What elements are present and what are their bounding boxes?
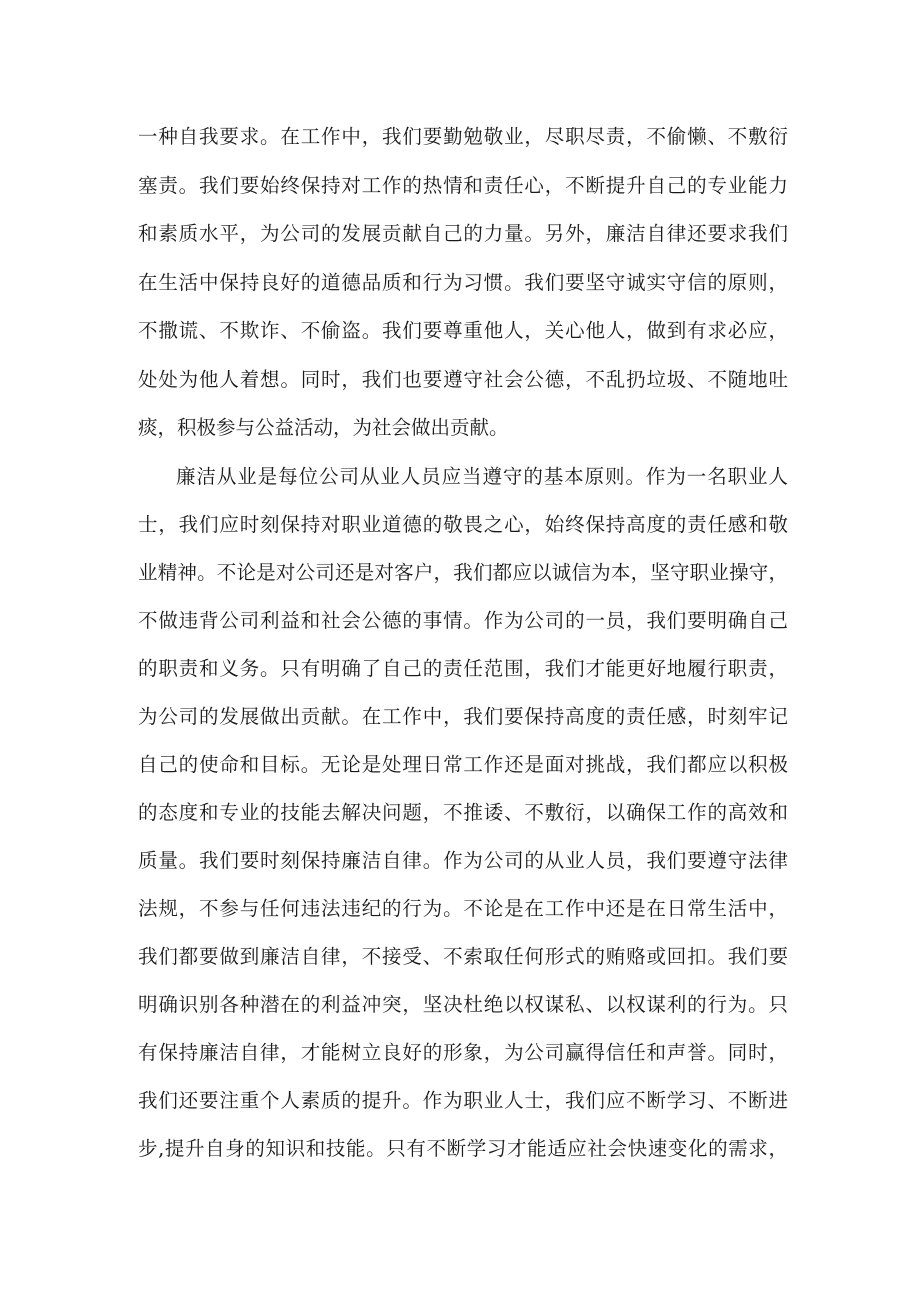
paragraph-line: 我们都要做到廉洁自律，不接受、不索取任何形式的贿赂或回扣。我们要 (138, 945, 788, 968)
paragraph-line: 的态度和专业的技能去解决问题，不推诿、不敷衍，以确保工作的高效和 (138, 801, 788, 824)
paragraph-line: 质量。我们要时刻保持廉洁自律。作为公司的从业人员，我们要遵守法律 (138, 849, 788, 872)
paragraph-line: 痰，积极参与公益活动，为社会做出贡献。 (138, 416, 509, 439)
paragraph-line: 的职责和义务。只有明确了自己的责任范围，我们才能更好地履行职责， (138, 657, 788, 680)
paragraph-line: 塞责。我们要始终保持对工作的热情和责任心，不断提升自己的专业能力 (138, 174, 788, 197)
paragraph-line: 在生活中保持良好的道德品质和行为习惯。我们要坚守诚实守信的原则， (138, 271, 788, 294)
paragraph-line: 业精神。不论是对公司还是对客户，我们都应以诚信为本，坚守职业操守， (138, 561, 788, 584)
paragraph-line: 不撒谎、不欺诈、不偷盗。我们要尊重他人，关心他人，做到有求必应， (138, 319, 788, 342)
paragraph-line: 为公司的发展做出贡献。在工作中，我们要保持高度的责任感，时刻牢记 (138, 705, 788, 728)
paragraph-line: 明确识别各种潜在的利益冲突，坚决杜绝以权谋私、以权谋利的行为。只 (138, 993, 788, 1016)
paragraph-line: 法规，不参与任何违法违纪的行为。不论是在工作中还是在日常生活中， (138, 897, 788, 920)
paragraph-line: 士，我们应时刻保持对职业道德的敬畏之心，始终保持高度的责任感和敬 (138, 513, 788, 536)
paragraph-line: 和素质水平，为公司的发展贡献自己的力量。另外，廉洁自律还要求我们 (138, 222, 788, 245)
paragraph-line: 处处为他人着想。同时，我们也要遵守社会公德，不乱扔垃圾、不随地吐 (138, 368, 788, 391)
paragraph-line: 我们还要注重个人素质的提升。作为职业人士，我们应不断学习、不断进 (138, 1089, 788, 1112)
paragraph-line: 自己的使命和目标。无论是处理日常工作还是面对挑战，我们都应以积极 (138, 753, 788, 776)
paragraph-line: 步,提升自身的知识和技能。只有不断学习才能适应社会快速变化的需求， (138, 1137, 788, 1160)
paragraph-line: 廉洁从业是每位公司从业人员应当遵守的基本原则。作为一名职业人 (176, 465, 788, 488)
paragraph-line: 一种自我要求。在工作中，我们要勤勉敬业，尽职尽责，不偷懒、不敷衍 (138, 125, 788, 148)
paragraph-line: 有保持廉洁自律，才能树立良好的形象，为公司赢得信任和声誉。同时， (138, 1041, 788, 1064)
paragraph-line: 不做违背公司利益和社会公德的事情。作为公司的一员，我们要明确自己 (138, 609, 788, 632)
